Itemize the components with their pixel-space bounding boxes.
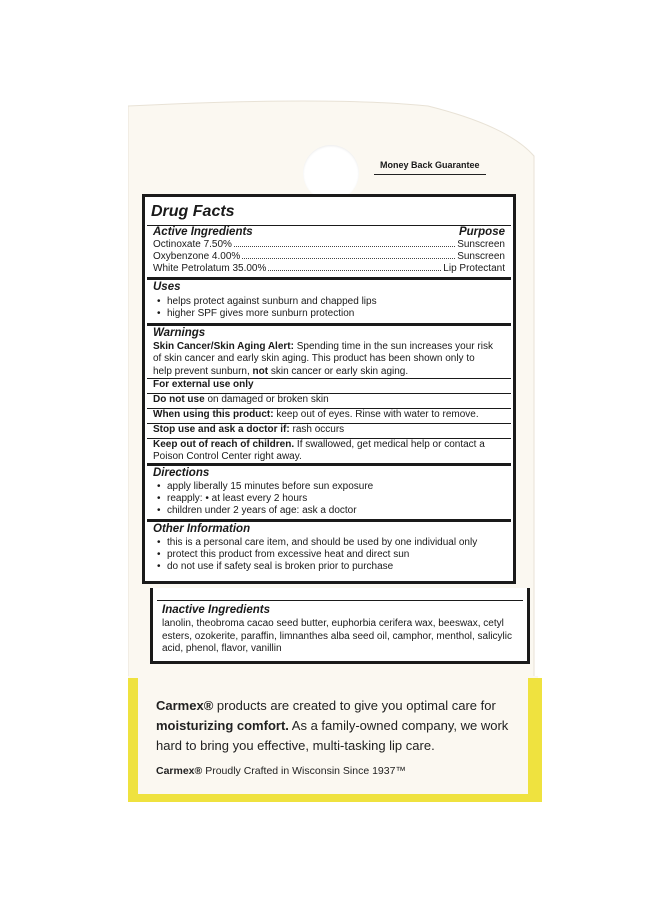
directions-item: • children under 2 years of age: ask a doctor [157,505,357,516]
marketing-copy [156,696,526,756]
brand-name: Carmex® [156,765,203,777]
active-ingredients-heading: Active Ingredients [153,226,253,238]
marketing-bold-phrase: moisturizing comfort. [156,718,289,733]
marketing-text: As a family-owned company, we work hard to bring you effective, multi-tasking lip care. [156,718,509,753]
other-info-item: • this is a personal care item, and should be used by one individual only [157,537,478,548]
active-ingredient: Octinoxate 7.50% [153,239,232,250]
inactive-ingredients-panel [150,588,530,664]
crafted-text: Proudly Crafted in Wisconsin Since 1937™ [205,765,406,777]
active-purpose: Lip Protectant [443,263,505,274]
active-ingredient: White Petrolatum 35.00% [153,263,267,274]
other-info-item: • protect this product from excessive heat and direct sun [157,549,410,560]
divider [157,600,523,601]
inactive-ingredients-text: lanolin, theobroma cacao seed butter, euphorbia cerifera wax, beeswax, cetyl esters, ozokerite, paraffin, limnanthes alba seed oil, camphor, menthol, salicylic acid, phenol, flavor, vanillin [162,618,512,655]
when-using-text: When using this product: keep out of eyes. Rinse with water to remove. [153,409,479,420]
directions-heading: Directions [153,467,210,479]
directions-item: • reapply: • at least every 2 hours [157,493,308,504]
guarantee-underline [374,174,486,175]
yellow-edge-right [528,678,542,802]
directions-item: • apply liberally 15 minutes before sun exposure [157,481,374,492]
stop-use-text: Stop use and ask a doctor if: rash occurs [153,424,345,435]
section-divider [147,277,511,280]
other-info-item: • do not use if safety seal is broken prior to purchase [157,561,394,572]
do-not-use-text: Do not use on damaged or broken skin [153,394,329,405]
uses-item: • helps protect against sunburn and chapped lips [157,296,377,307]
crafted-line [156,765,406,777]
uses-item: • higher SPF gives more sunburn protection [157,308,355,319]
skin-alert-text: Skin Cancer/Skin Aging Alert: Spending time in the sun increases your risk of skin cancer and early skin aging. This product has been shown only to help prevent sunburn, not skin cancer or early skin aging. [153,341,493,377]
section-divider [147,463,511,466]
active-purpose: Sunscreen [457,251,505,262]
keep-out-text: Keep out of reach of children. If swallowed, get medical help or contact a Poison Control Center right away. [153,439,485,463]
uses-heading: Uses [153,281,181,293]
active-row [153,239,505,250]
money-back-guarantee: Money Back Guarantee [380,160,480,170]
drug-facts-title: Drug Facts [151,203,235,220]
section-divider [147,323,511,326]
inactive-ingredients-heading: Inactive Ingredients [162,604,271,616]
purpose-heading: Purpose [458,226,505,238]
yellow-edge-left [128,678,138,802]
active-row [153,263,505,274]
hanger-hole [303,145,359,201]
active-purpose: Sunscreen [457,239,505,250]
warnings-heading: Warnings [153,327,206,339]
drug-facts-panel [142,194,516,584]
marketing-text: products are created to give you optimal care for [213,698,496,713]
brand-name: Carmex® [156,698,214,713]
active-row [153,251,505,262]
yellow-edge-bottom [128,794,542,802]
section-divider [147,519,511,522]
other-info-heading: Other Information [153,523,251,535]
active-ingredient: Oxybenzone 4.00% [153,251,241,262]
external-use-text: For external use only [153,379,254,390]
